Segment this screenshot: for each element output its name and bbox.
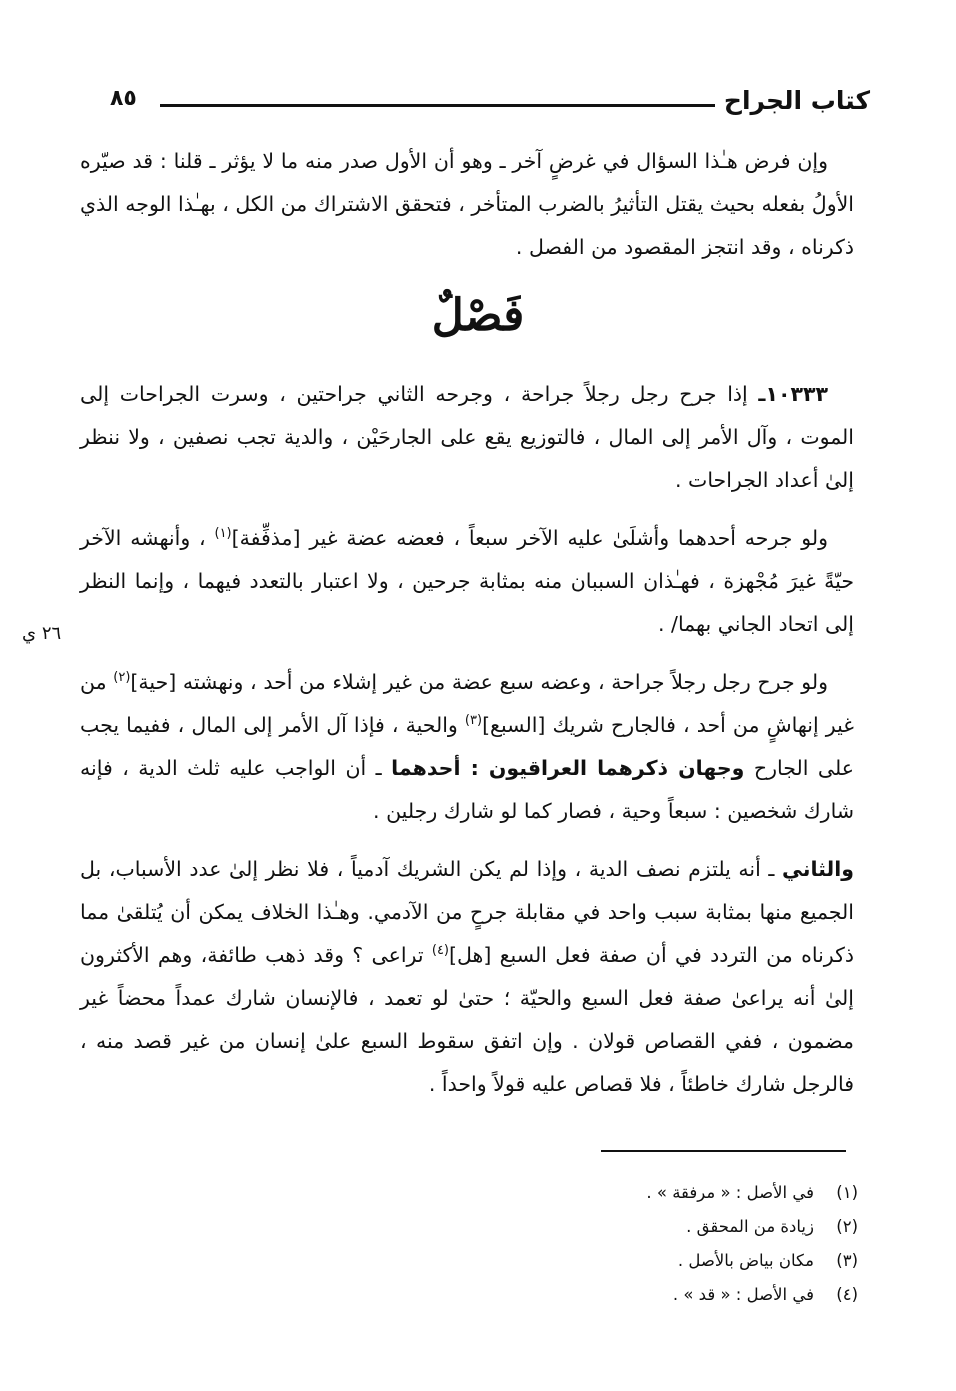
margin-manuscript-note: ٢٦ ي — [22, 623, 62, 644]
footnote-separator — [601, 1150, 846, 1152]
footnote-ref-1[interactable]: (١) — [214, 526, 232, 542]
running-title: كتاب الجراح — [723, 86, 870, 115]
paragraph-text: من غير إنهاشٍ من أحد ، فالجارح شريك [السبع] — [80, 670, 854, 737]
footnote-text: زيادة من المحقق . — [686, 1217, 814, 1236]
footnote-item — [458, 1278, 858, 1312]
page-number: ٨٥ — [110, 86, 137, 111]
paragraph-text: تراعى ؟ وقد ذهب طائفة، وهم الأكثرون إلىٰ أنه يراعىٰ صفة فعل السبع والحيّة ؛ حتىٰ لو تعمد ، فالإنسان شارك عمداً محضاً غير مضمون ، ففي القصاص قولان . وإن اتفق سقوط السبع علىٰ إنسان من غير قصد منه ، فالرجل شارك خاطئاً ، فلا قصاص عليه قولاً واحداً . — [80, 943, 854, 1096]
footnote-text: مكان بياض بالأصل . — [677, 1251, 814, 1270]
paragraph-text: إذا جرح رجل رجلاً جراحة ، وجرحه الثاني جراحتين ، وسرت الجراحات إلى الموت ، وآل الأمر إلى المال ، فالتوزيع يقع على الجارحَيْن ، والدية تجب نصفين ، ولا ننظر إلىٰ أعداد الجراحات . — [80, 382, 854, 492]
paragraph-second-view — [80, 848, 854, 1106]
footnote-ref-2[interactable]: (٢) — [113, 670, 131, 686]
footnote-item — [458, 1210, 858, 1244]
paragraph-continuation: وإن فرض هـٰذا السؤال في غرضٍ آخر ـ وهو أن الأول صدر منه ما لا يؤثر ـ قلنا : قد صيّره الأولُ بفعله بحيث يقتل التأثيرُ بالضرب المتأخر ، فتحقق الاشتراك من الكل ، بهـٰذا الوجه الذي ذكرناه ، وقد انتجز المقصود من الفصل . — [80, 149, 854, 259]
footnotes — [458, 1176, 858, 1312]
paragraph-predator-incitement — [80, 517, 854, 646]
bold-phrase: والثاني — [782, 857, 854, 881]
section-heading: فَصْلٌ — [431, 290, 525, 341]
footnote-text: في الأصل : « قد » . — [672, 1285, 814, 1304]
paragraph-text: ولو جرحه أحدهما وأشلَىٰ عليه الآخر سبعاً ، فعضه عضة غير [مذفِّفة] — [231, 526, 828, 550]
footnote-item — [458, 1176, 858, 1210]
bold-phrase: وجهان ذكرهما العراقيون : أحدهما — [391, 756, 745, 780]
paragraph-text: ، وأنهشه الآخر حيّةً غيرَ مُجْهزة ، فهـٰذان السببان منه بمثابة جرحين ، ولا اعتبار بالتعدد فيهما ، وإنما النظر إلى اتحاد الجاني بهما/ . — [80, 526, 854, 636]
footnote-number: (٢) — [836, 1217, 858, 1236]
footnote-number: (٣) — [836, 1251, 858, 1270]
paragraph-10333 — [80, 373, 854, 502]
footnote-ref-4[interactable]: (٤) — [431, 943, 449, 959]
paragraph-text: ولو جرح رجل رجلاً جراحة ، وعضه سبع عضة من غير إشلاء من أحد ، ونهشته [حية] — [130, 670, 828, 694]
paragraph-text: والحية ، فإذا آل الأمر إلى المال ، ففيما يجب على الجارح — [80, 713, 854, 780]
page-header — [110, 86, 870, 126]
header-rule — [160, 104, 715, 107]
footnote-text: في الأصل : « مرفقة » . — [646, 1183, 814, 1202]
paragraph-predator-no-incitement — [80, 661, 854, 833]
paragraph-number: ١٠٣٣٣ـ — [758, 382, 828, 406]
footnote-ref-3[interactable]: (٣) — [464, 713, 483, 729]
paragraph-text: ـ أنه يلتزم نصف الدية ، وإذا لم يكن الشريك آدمياً ، فلا نظر إلىٰ عدد الأسباب، بل الجميع منها بمثابة سبب واحد في مقابلة جرحٍ من الآدمي. وهـٰذا الخلاف يمكن أن يُتلقىٰ مما ذكرناه من التردد في أن صفة فعل السبع [هل] — [80, 857, 854, 967]
main-text-block — [80, 373, 854, 1106]
footnote-number: (٤) — [836, 1285, 858, 1304]
opening-text-block — [80, 140, 854, 269]
paragraph-text: ـ أن الواجب عليه ثلث الدية ، فإنه شارك شخصين : سبعاً وحية ، فصار كما لو شارك رجلين . — [80, 756, 854, 823]
footnote-item — [458, 1244, 858, 1278]
footnote-number: (١) — [836, 1183, 858, 1202]
